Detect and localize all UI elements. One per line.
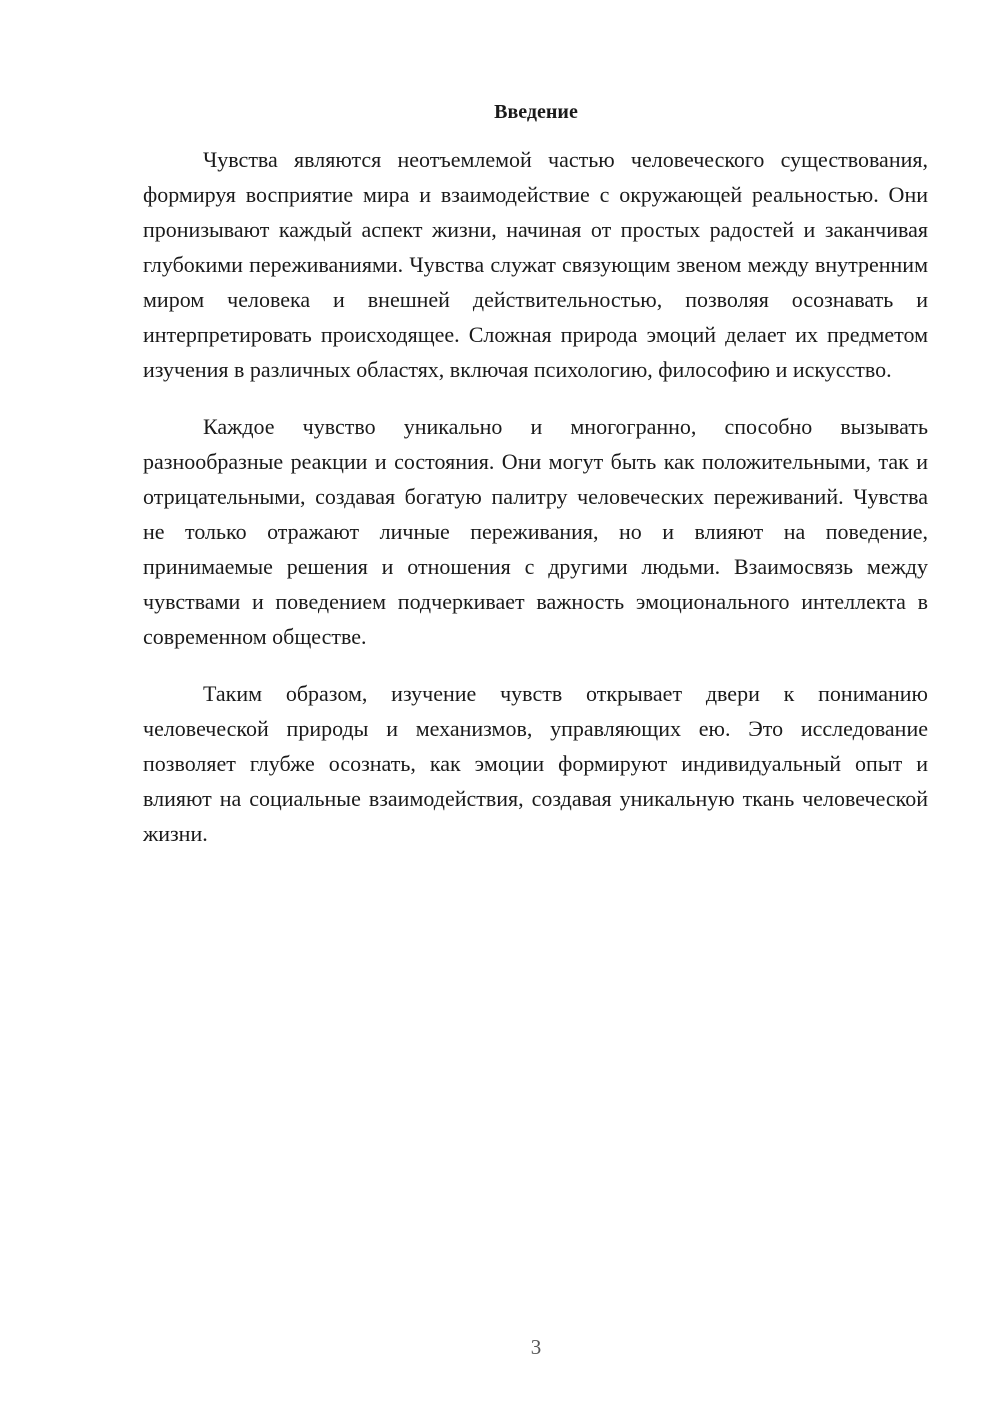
page-number: 3 (530, 1335, 542, 1359)
paragraph-1: Чувства являются неотъемлемой частью человеческого существования, формируя восприятие мира и взаимодействие с окружающей реальностью. Они пронизывают каждый аспект жизни, начиная от простых радостей и заканчивая глубокими переживаниями. Чувства служат связующим звеном между внутренним миром человека и внешней действительностью, позволяя осознавать и интерпретировать происходящее. Сложная природа эмоций делает их предметом изучения в различных областях, включая психологию, философию и искусство. (143, 147, 928, 382)
paragraph-2: Каждое чувство уникально и многогранно, способно вызывать разнообразные реакции и состояния. Они могут быть как положительными, так и отрицательными, создавая богатую палитру человеческих переживаний. Чувства не только отражают личные переживания, но и влияют на поведение, принимаемые решения и отношения с другими людьми. Взаимосвязь между чувствами и поведением подчеркивает важность эмоционального интеллекта в современном обществе. (143, 414, 928, 649)
section-heading: Введение (494, 101, 578, 123)
paragraph-3: Таким образом, изучение чувств открывает двери к пониманию человеческой природы и механизмов, управляющих ею. Это исследование позволяет глубже осознать, как эмоции формируют индивидуальный опыт и влияют на социальные взаимодействия, создавая уникальную ткань человеческой жизни. (143, 681, 928, 846)
document-body (143, 142, 928, 851)
